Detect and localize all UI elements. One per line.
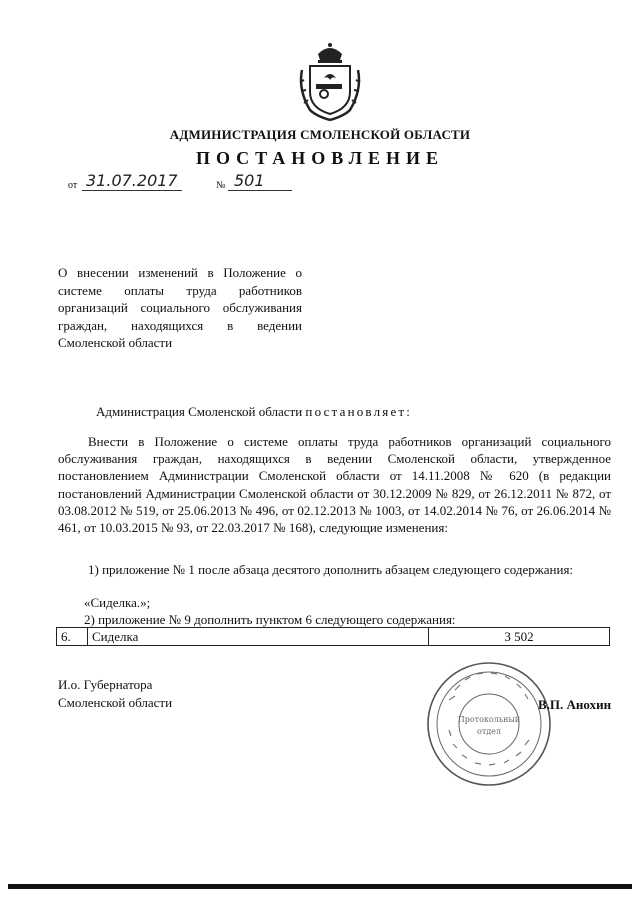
body-paragraph-quote: «Сиделка.»;	[84, 595, 151, 610]
smolensk-coat-of-arms-icon	[296, 40, 364, 122]
document-type-title: ПОСТАНОВЛЕНИЕ	[195, 148, 445, 168]
preamble	[96, 404, 412, 420]
number-value: 501	[234, 171, 265, 190]
table-cell-value: 3 502	[429, 628, 610, 646]
number-underline	[228, 190, 292, 191]
body-paragraph-item-2: 2) приложение № 9 дополнить пунктом 6 следующего содержания:	[84, 612, 456, 627]
body-paragraph-main: Внести в Положение о системе оплаты труда работников организаций социального обслуживания граждан, находящихся в ведении Смоленской области, утвержденное постановлением Администрации Смоленской области от 14.11.2008 № 620 (в редакции постановлений Администрации Смоленской области от 30.12.2009 № 829, от 26.12.2011 № 872, от 03.08.2012 № 519, от 25.06.2013 № 496, от 02.12.2013 № 1003, от 14.02.2014 № 76, от 26.06.2014 № 461, от 10.03.2015 № 93, от 22.03.2017 № 168), следующие изменения:	[58, 434, 611, 536]
date-underline	[82, 190, 182, 191]
signatory-name: В.П. Анохин	[538, 697, 612, 712]
body-paragraph-item-1: 1) приложение № 1 после абзаца десятого дополнить абзацем следующего содержания:	[88, 562, 574, 577]
date-value: 31.07.2017	[86, 171, 178, 190]
number-prefix: №	[216, 180, 226, 191]
organization-name: АДМИНИСТРАЦИЯ СМОЛЕНСКОЙ ОБЛАСТИ	[169, 127, 471, 142]
official-seal-icon	[425, 660, 553, 788]
preamble-lead: Администрация Смоленской области	[96, 404, 303, 419]
stamp-inner-text-2: отдел	[477, 727, 501, 736]
preamble-verb: постановляет:	[305, 404, 413, 419]
document-subject: О внесении изменений в Положение о системе оплаты труда работников организаций социального обслуживания граждан, находящихся в ведении Смоленской области	[58, 265, 302, 350]
bottom-border	[8, 884, 632, 889]
stamp-inner-text-1: Протокольный	[457, 715, 521, 724]
signatory-title	[58, 676, 172, 711]
date-number-line	[68, 171, 308, 195]
table-cell-name: Сиделка	[88, 628, 429, 646]
signatory-title-line-2: Смоленской области	[58, 694, 173, 710]
table-row	[57, 628, 610, 646]
signatory-title-line-1: И.о. Губернатора	[58, 677, 153, 692]
amendment-table	[56, 627, 610, 646]
date-prefix: от	[68, 180, 78, 191]
table-cell-number: 6.	[57, 628, 88, 646]
